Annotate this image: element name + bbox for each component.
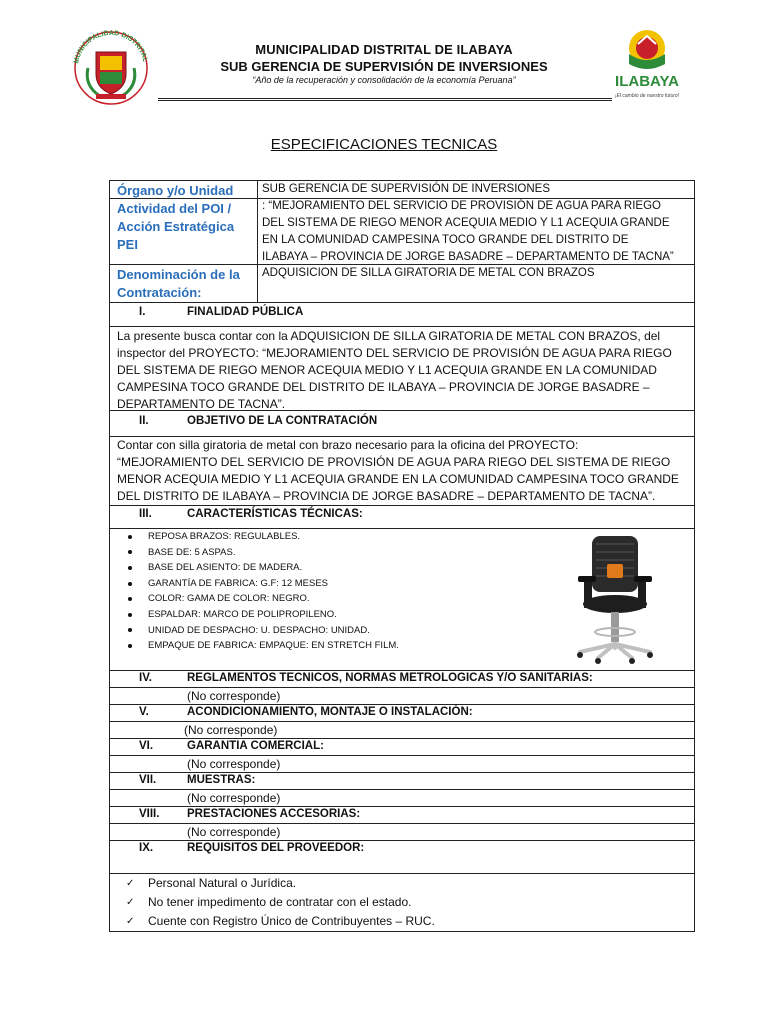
denominacion-label-line: Denominación de la: [117, 267, 240, 282]
list-item-text: No tener impedimento de contratar con el estado.: [148, 895, 412, 909]
denominacion-label-line: Contratación:: [117, 285, 202, 300]
checkmark-icon: ✓: [126, 916, 135, 927]
list-item: [128, 529, 399, 545]
paragraph-line: inspector del PROYECTO: “MEJORAMIENTO DEL SERVICIO DE PROVISIÓN DE AGUA PARA RIEGO: [117, 346, 672, 360]
denominacion-value: ADQUISICION DE SILLA GIRATORIA DE METAL CON BRAZOS: [262, 267, 595, 279]
caracteristicas-list: [128, 529, 399, 654]
list-item-text: BASE DEL ASIENTO: DE MADERA.: [148, 562, 303, 574]
table-rule: [109, 302, 695, 303]
section-number: IV.: [139, 672, 153, 684]
ilabaya-brand-logo: [612, 24, 682, 108]
section-number: VI.: [139, 740, 154, 752]
bullet-icon: [128, 582, 132, 586]
list-item: [128, 576, 399, 592]
paragraph-line: DEL DISTRITO DE ILABAYA – PROVINCIA DE JORGE BASADRE – DEPARTAMENTO DE TACNA”.: [117, 489, 656, 503]
org-name: MUNICIPALIDAD DISTRITAL DE ILABAYA: [255, 42, 513, 57]
org-subunit: SUB GERENCIA DE SUPERVISIÓN DE INVERSIONES: [220, 59, 548, 74]
list-item: [126, 874, 435, 893]
denominacion-label: [117, 266, 240, 302]
actividad-value-line: EN LA COMUNIDAD CAMPESINA TOCO GRANDE DEL DISTRITO DE: [262, 234, 629, 246]
checkmark-icon: ✓: [126, 878, 135, 889]
list-item-text: REPOSA BRAZOS: REGULABLES.: [148, 531, 301, 542]
list-item: [128, 638, 399, 654]
actividad-value-line: DEL SISTEMA DE RIEGO MENOR ACEQUIA MEDIO Y L1 ACEQUIA GRANDE: [262, 217, 670, 229]
actividad-value: [262, 198, 674, 266]
section-number: V.: [139, 706, 149, 718]
list-item: [128, 607, 399, 623]
office-chair-image: [560, 532, 670, 666]
section-number: III.: [139, 508, 152, 520]
actividad-value-line: : “MEJORAMIENTO DEL SERVICIO DE PROVISIÓN DE AGUA PARA RIEGO: [262, 200, 661, 212]
section-body: (No corresponde): [187, 689, 281, 703]
bullet-icon: [128, 550, 132, 554]
section-title-prestaciones: PRESTACIONES ACCESORIAS:: [187, 808, 361, 820]
section-title-requisitos: REQUISITOS DEL PROVEEDOR:: [187, 842, 365, 854]
organo-label: Órgano y/o Unidad: [117, 183, 234, 198]
paragraph-line: MENOR ACEQUIA MEDIO Y L1 ACEQUIA GRANDE EN LA COMUNIDAD CAMPESINA TOCO GRANDE: [117, 472, 679, 486]
finalidad-paragraph: [117, 328, 689, 413]
paragraph-line: “MEJORAMIENTO DEL SERVICIO DE PROVISIÓN DE AGUA PARA RIEGO DEL SISTEMA DE RIEGO: [117, 455, 671, 469]
list-item: [128, 591, 399, 607]
list-item-text: BASE DE: 5 ASPAS.: [148, 546, 236, 558]
list-item: [128, 560, 399, 576]
seal-text: MUNICIPALIDAD DISTRITAL: [73, 29, 149, 65]
bullet-icon: [128, 644, 132, 648]
section-number: IX.: [139, 842, 154, 854]
list-item: [126, 893, 435, 912]
section-title-muestras: MUESTRAS:: [187, 774, 256, 786]
checkmark-icon: ✓: [126, 897, 135, 908]
table-rule: [109, 505, 695, 506]
section-body: (No corresponde): [184, 723, 278, 737]
list-item-text: EMPAQUE DE FABRICA: EMPAQUE: EN STRETCH FILM.: [148, 640, 399, 652]
bullet-icon: [128, 535, 132, 539]
paragraph-line: Contar con silla giratoria de metal con brazo necesario para la oficina del PROYECTO:: [117, 438, 579, 452]
list-item: [128, 545, 399, 561]
actividad-value-line: ILABAYA – PROVINCIA DE JORGE BASADRE – DEPARTAMENTO DE TACNA”: [262, 251, 674, 263]
section-body: (No corresponde): [187, 825, 281, 839]
list-item-text: COLOR: GAMA DE COLOR: NEGRO.: [148, 593, 310, 605]
list-item-text: ESPALDAR: MARCO DE POLIPROPILENO.: [148, 608, 337, 620]
list-item-text: Personal Natural o Jurídica.: [148, 876, 297, 890]
actividad-label-line: Actividad del POI /: [117, 201, 232, 216]
list-item-text: UNIDAD DE DESPACHO: U. DESPACHO: UNIDAD.: [148, 624, 370, 636]
list-item: [128, 623, 399, 639]
section-body: (No corresponde): [187, 757, 281, 771]
section-number: VII.: [139, 774, 157, 786]
list-item-text: GARANTÍA DE FABRICA: G.F: 12 MESES: [148, 577, 329, 589]
list-item: [126, 912, 435, 931]
list-item-text: Cuente con Registro Único de Contribuyentes – RUC.: [148, 914, 435, 928]
section-number: II.: [139, 415, 149, 427]
bullet-icon: [128, 597, 132, 601]
brand-slogan: ¡El cambio de nuestro futuro!: [614, 93, 680, 99]
bullet-icon: [128, 613, 132, 617]
section-title-acondicionamiento: ACONDICIONAMIENTO, MONTAJE O INSTALACIÓN:: [187, 706, 473, 718]
section-title-objetivo: OBJETIVO DE LA CONTRATACIÓN: [187, 415, 378, 427]
organo-value: SUB GERENCIA DE SUPERVISIÓN DE INVERSIONES: [262, 183, 550, 195]
paragraph-line: La presente busca contar con la ADQUISICION DE SILLA GIRATORIA DE METAL CON BRAZOS, del: [117, 329, 661, 343]
actividad-label: [117, 200, 234, 254]
actividad-label-line: Acción Estratégica: [117, 219, 235, 234]
bullet-icon: [128, 566, 132, 570]
brand-wordmark: ILABAYA: [615, 73, 679, 90]
actividad-label-line: PEI: [117, 237, 138, 252]
document-title: ESPECIFICACIONES TECNICAS: [270, 136, 498, 153]
requisitos-list: [126, 874, 435, 931]
header-divider-2: [158, 100, 612, 101]
paragraph-line: DEPARTAMENTO DE TACNA”.: [117, 397, 286, 411]
table-rule: [109, 326, 695, 327]
bullet-icon: [128, 628, 132, 632]
section-title-caracteristicas: CARACTERÍSTICAS TÉCNICAS:: [187, 508, 363, 520]
section-title-reglamentos: REGLAMENTOS TECNICOS, NORMAS METROLOGICAS Y/O SANITARIAS:: [187, 672, 593, 684]
year-motto: “Año de la recuperación y consolidación de la economía Peruana”: [252, 75, 516, 85]
section-body: (No corresponde): [187, 791, 281, 805]
paragraph-line: CAMPESINA TOCO GRANDE DEL DISTRITO DE ILABAYA – PROVINCIA DE JORGE BASADRE –: [117, 380, 650, 394]
paragraph-line: DEL SISTEMA DE RIEGO MENOR ACEQUIA MEDIO Y L1 ACEQUIA GRANDE EN LA COMUNIDAD: [117, 363, 657, 377]
municipality-seal-logo: [66, 28, 156, 106]
section-title-finalidad: FINALIDAD PÚBLICA: [187, 306, 304, 318]
section-number: I.: [139, 306, 146, 318]
section-number: VIII.: [139, 808, 160, 820]
objetivo-paragraph: [117, 437, 689, 505]
section-title-garantia: GARANTIA COMERCIAL:: [187, 740, 324, 752]
header-divider: [158, 98, 612, 99]
